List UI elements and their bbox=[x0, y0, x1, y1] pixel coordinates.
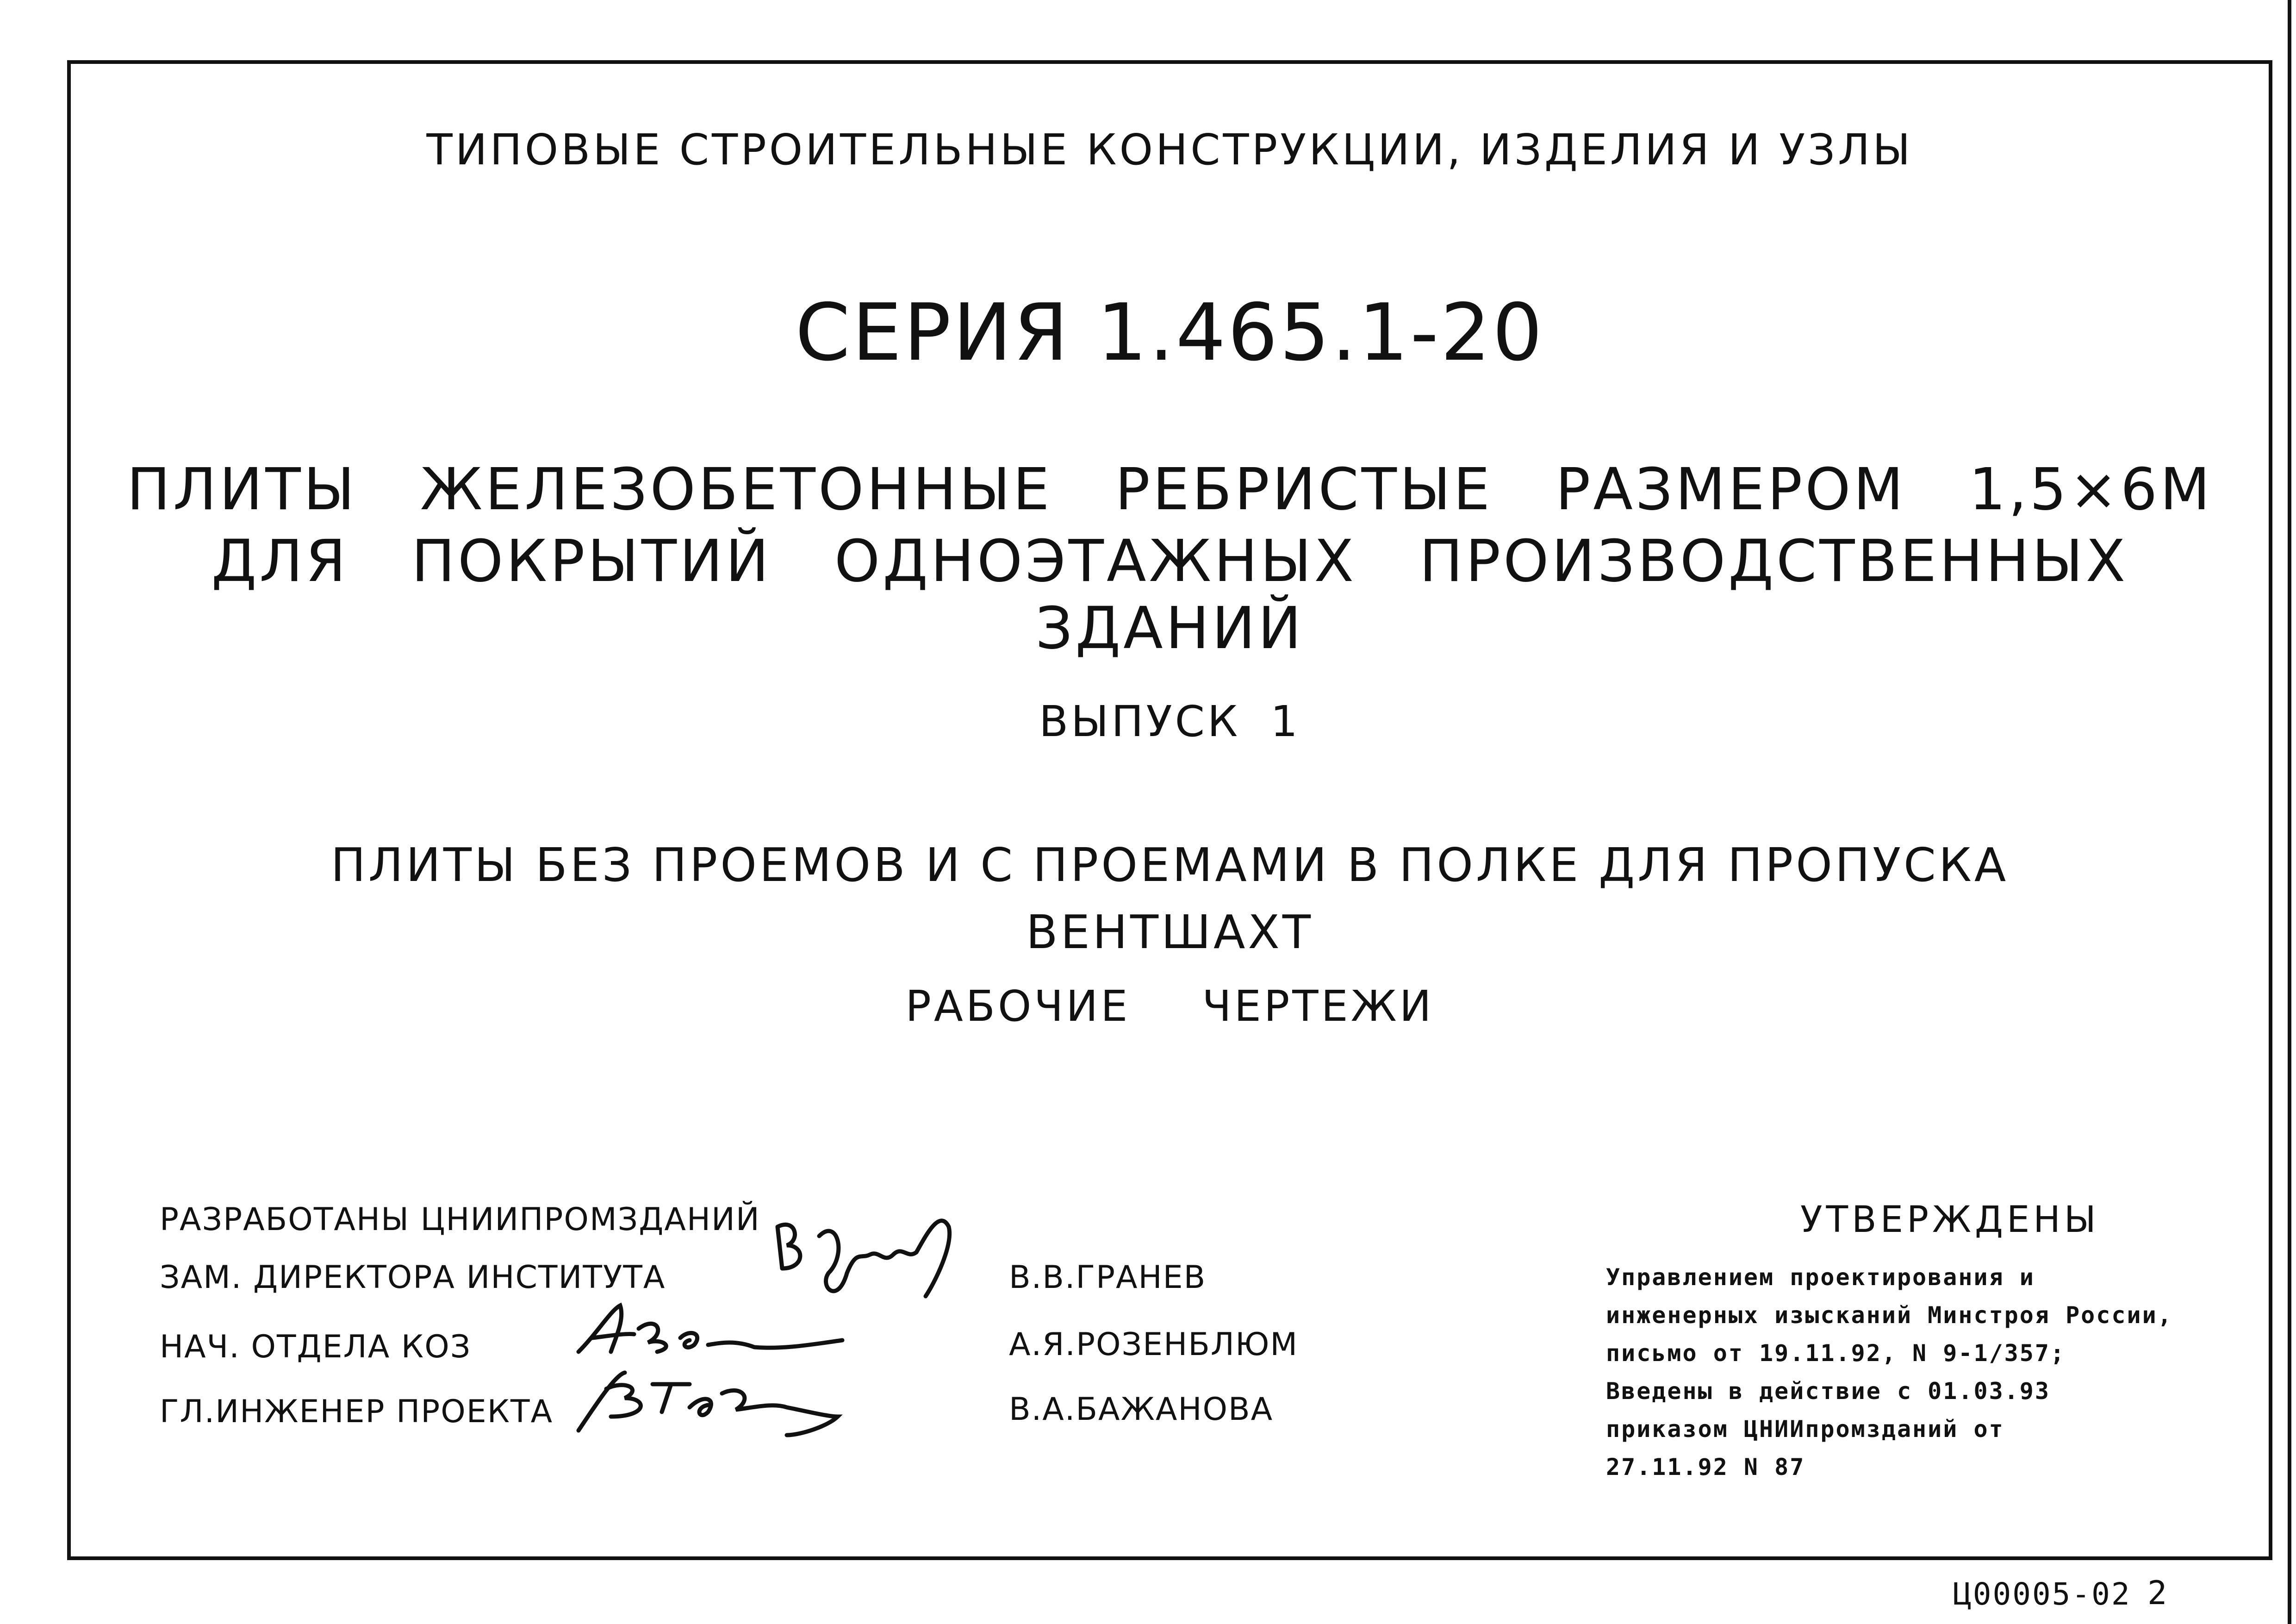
sheet-edge-line bbox=[2288, 0, 2291, 1624]
name-rozenblum: А.Я.РОЗЕНБЛЮМ bbox=[1009, 1326, 1299, 1363]
position-deputy-director: ЗАМ. ДИРЕКТОРА ИНСТИТУТА bbox=[160, 1259, 666, 1296]
signature-graniev bbox=[768, 1199, 963, 1305]
approval-line: 27.11.92 N 87 bbox=[1606, 1454, 1805, 1480]
approved-title: УТВЕРЖДЕНЫ bbox=[1800, 1199, 2100, 1241]
subtitle-line-2: ВЕНТШАХТ bbox=[1026, 905, 1313, 959]
document-code: Ц00005-02 bbox=[1953, 1576, 2131, 1612]
category-heading: ТИПОВЫЕ СТРОИТЕЛЬНЫЕ КОНСТРУКЦИИ, ИЗДЕЛИЯ И УЗЛЫ bbox=[426, 125, 1913, 175]
series-title: СЕРИЯ 1.465.1-20 bbox=[795, 287, 1544, 379]
working-drawings-label: РАБОЧИЕ ЧЕРТЕЖИ bbox=[905, 981, 1434, 1031]
approval-line: Введены в действие с 01.03.93 bbox=[1606, 1378, 2050, 1405]
approval-line: письмо от 19.11.92, N 9-1/357; bbox=[1606, 1340, 2066, 1367]
approval-line: приказом ЦНИИпромзданий от bbox=[1606, 1416, 2004, 1443]
signature-bazhanova bbox=[569, 1366, 847, 1440]
title-line-2: ДЛЯ ПОКРЫТИЙ ОДНОЭТАЖНЫХ ПРОИЗВОДСТВЕННЫХ bbox=[211, 528, 2128, 595]
signature-rozenblum bbox=[569, 1301, 847, 1366]
approval-text bbox=[1606, 1258, 2173, 1486]
developed-by: РАЗРАБОТАНЫ ЦНИИПРОМЗДАНИЙ bbox=[160, 1201, 760, 1238]
position-head-department: НАЧ. ОТДЕЛА КОЗ bbox=[160, 1329, 472, 1365]
name-bazhanova: В.А.БАЖАНОВА bbox=[1009, 1391, 1274, 1428]
approval-line: Управлением проектирования и bbox=[1606, 1264, 2035, 1291]
approval-line: инженерных изысканий Минстроя России, bbox=[1606, 1302, 2173, 1329]
title-line-3: ЗДАНИЙ bbox=[1035, 595, 1304, 662]
name-graniev: В.В.ГРАНЕВ bbox=[1009, 1259, 1207, 1296]
page-number: 2 bbox=[2147, 1574, 2167, 1612]
position-chief-engineer: ГЛ.ИНЖЕНЕР ПРОЕКТА bbox=[160, 1393, 554, 1430]
issue-label: ВЫПУСК 1 bbox=[1039, 697, 1300, 746]
title-line-1: ПЛИТЫ ЖЕЛЕЗОБЕТОННЫЕ РЕБРИСТЫЕ РАЗМЕРОМ 1,5×6М bbox=[126, 456, 2213, 523]
subtitle-line-1: ПЛИТЫ БЕЗ ПРОЕМОВ И С ПРОЕМАМИ В ПОЛКЕ ДЛЯ ПРОПУСКА bbox=[330, 838, 2009, 892]
